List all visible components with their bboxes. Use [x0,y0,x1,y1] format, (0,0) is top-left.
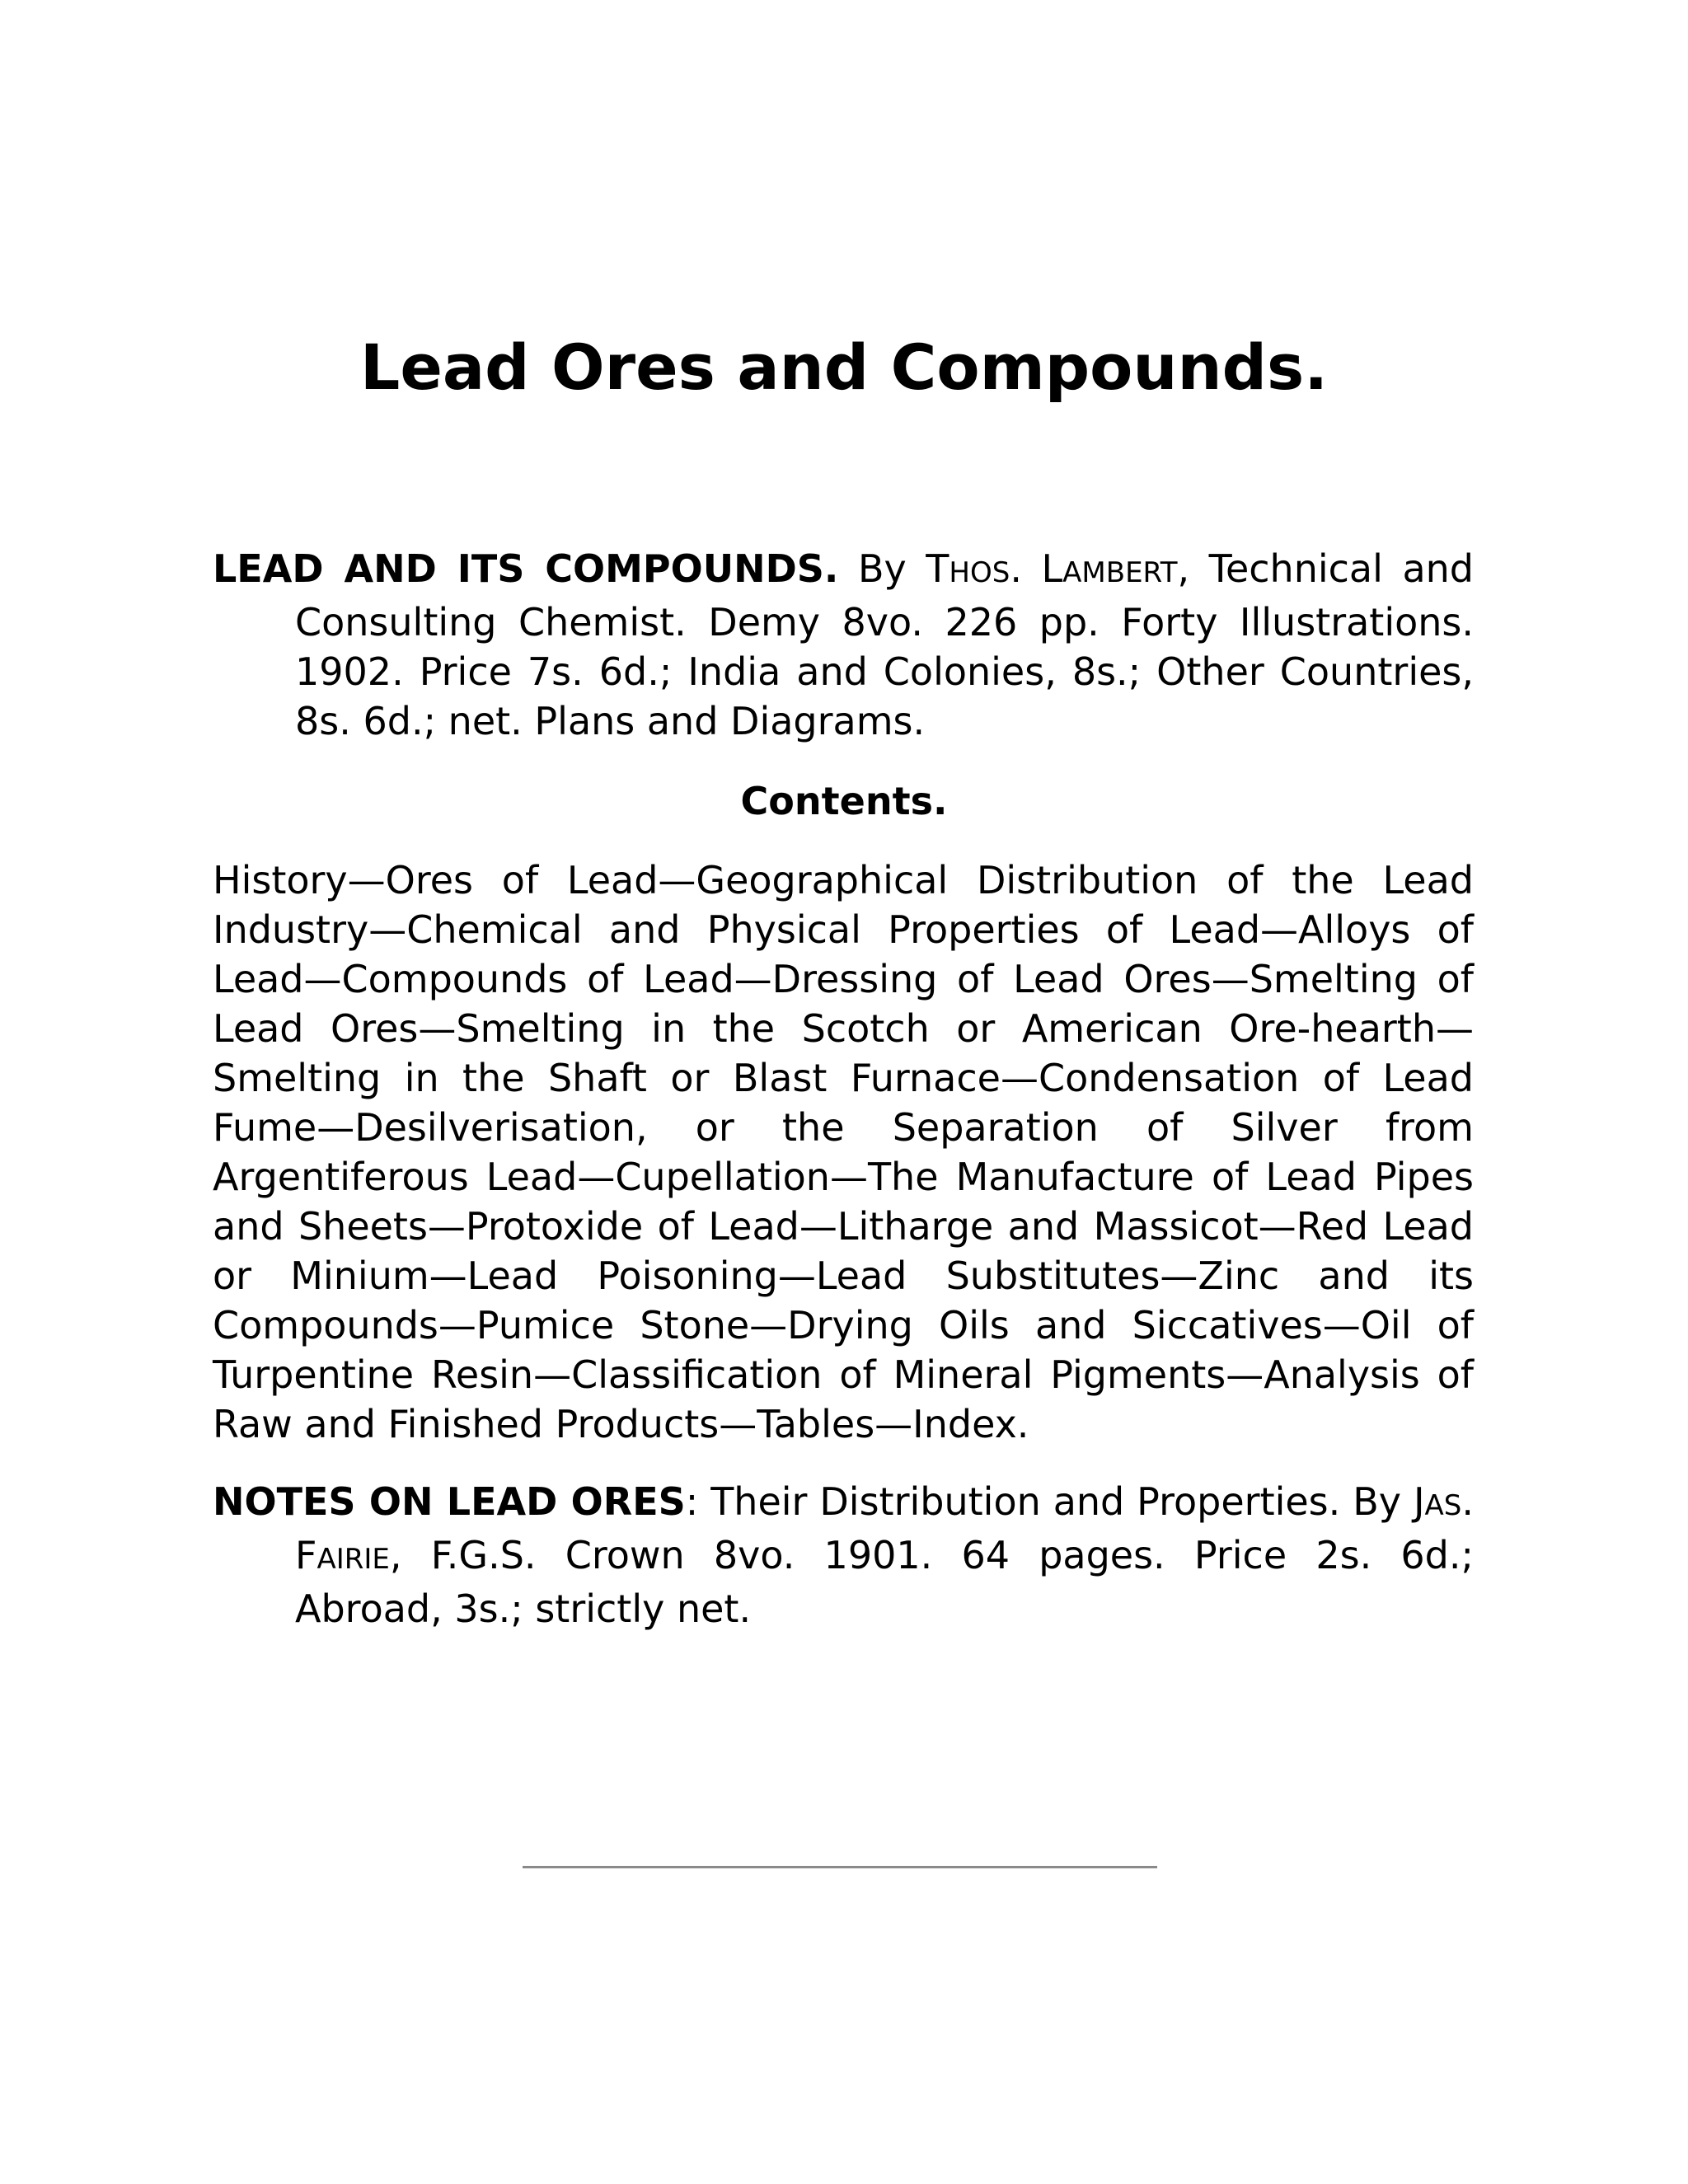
author-separator: . [1010,546,1042,591]
book-title: LEAD AND ITS COMPOUNDS. [213,546,839,591]
book-by: By [838,546,926,591]
author-last-rest: AMBERT [1062,556,1178,589]
author-last-initial: L [1041,546,1063,591]
contents-list: History—Ores of Lead—Geographical Distribution of the Lead Industry—Chemical and Physical Properties of Lead—Alloys of Lead—Compounds of Lead—Dressing of Lead Ores—Smelting of Lead Ores—Smelting in the Scotch or American Ore-hearth—Smelting in the Shaft or Blast Furnace—Condensation of Lead Fume—Desilverisation, or the Separation of Silver from Argentiferous Lead—Cupellation—The Manufacture of Lead Pipes and Sheets—Protoxide of Lead—Litharge and Massicot—Red Lead or Minium—Lead Poisoning—Lead Substitutes—Zinc and its Compounds—Pumice Stone—Drying Oils and Siccatives—Oil of Turpentine Resin—Classification of Mineral Pigments—Analysis of Raw and Finished Products—Tables—Index. [213,858,1474,1446]
book-details: , Technical and Consulting Chemist. Demy 8vo. 226 pp. Forty Illustrations. 1902. Price 7s. 6d.; India and Colonies, 8s.; Other Countries, 8s. 6d.; net. Plans and Diagrams. [295,546,1474,743]
page-title: Lead Ores and Compounds. [359,330,1329,404]
book-details: , F.G.S. Crown 8vo. 1901. 64 pages. Price 2s. 6d.; Abroad, 3s.; strictly net. [295,1533,1474,1631]
contents-heading: Contents. [740,779,948,823]
book-entry-lead-and-its-compounds [213,544,1474,746]
author-first-initial: T [926,546,950,591]
author-first-initial: J [1413,1479,1425,1524]
author-last-rest: AIRIE [316,1543,390,1576]
author-last-initial: F [295,1533,317,1577]
author-first-rest: HOS [949,556,1010,589]
author-first-rest: AS [1424,1489,1462,1522]
book-title: NOTES ON LEAD ORES [213,1479,686,1524]
book-entry-notes-on-lead-ores [213,1477,1474,1633]
author-separator: . [1461,1479,1474,1524]
section-divider [523,1866,1157,1868]
book-subtitle: : Their Distribution and Properties. By [685,1479,1414,1524]
